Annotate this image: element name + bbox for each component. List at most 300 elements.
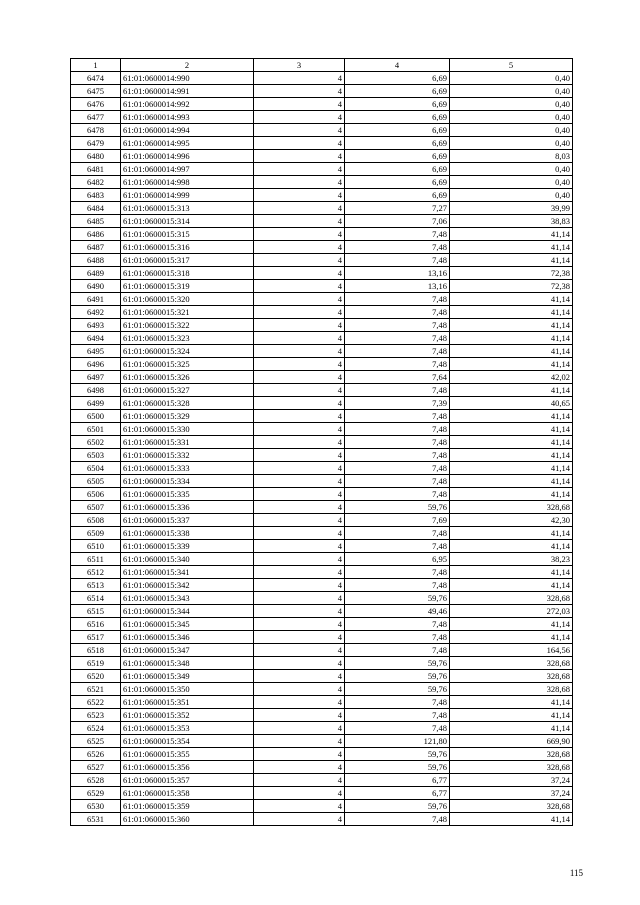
- amount-cell: 328,68: [450, 657, 573, 670]
- value-cell: 7,39: [345, 397, 450, 410]
- cadastral-number-cell: 61:01:0600015:333: [121, 462, 254, 475]
- value-cell: 7,48: [345, 527, 450, 540]
- cadastral-number-cell: 61:01:0600014:993: [121, 111, 254, 124]
- row-number-cell: 6508: [71, 514, 121, 527]
- table-row: [71, 605, 573, 618]
- value-cell: 7,48: [345, 631, 450, 644]
- amount-cell: 41,14: [450, 475, 573, 488]
- table-row: [71, 98, 573, 111]
- cadastral-number-cell: 61:01:0600014:999: [121, 189, 254, 202]
- table-row: [71, 85, 573, 98]
- amount-cell: 41,14: [450, 423, 573, 436]
- row-number-cell: 6529: [71, 787, 121, 800]
- row-number-cell: 6520: [71, 670, 121, 683]
- amount-cell: 41,14: [450, 449, 573, 462]
- count-cell: 4: [254, 670, 345, 683]
- count-cell: 4: [254, 228, 345, 241]
- table-row: [71, 813, 573, 826]
- value-cell: 7,48: [345, 384, 450, 397]
- count-cell: 4: [254, 85, 345, 98]
- cadastral-number-cell: 61:01:0600014:994: [121, 124, 254, 137]
- amount-cell: 41,14: [450, 813, 573, 826]
- row-number-cell: 6509: [71, 527, 121, 540]
- header-cell-2: 2: [121, 59, 254, 72]
- row-number-cell: 6521: [71, 683, 121, 696]
- cadastral-number-cell: 61:01:0600014:992: [121, 98, 254, 111]
- value-cell: 7,48: [345, 475, 450, 488]
- value-cell: 7,48: [345, 488, 450, 501]
- count-cell: 4: [254, 761, 345, 774]
- count-cell: 4: [254, 332, 345, 345]
- value-cell: 7,48: [345, 722, 450, 735]
- row-number-cell: 6497: [71, 371, 121, 384]
- amount-cell: 41,14: [450, 709, 573, 722]
- value-cell: 7,48: [345, 358, 450, 371]
- value-cell: 59,76: [345, 657, 450, 670]
- count-cell: 4: [254, 683, 345, 696]
- cadastral-number-cell: 61:01:0600015:329: [121, 410, 254, 423]
- table-row: [71, 553, 573, 566]
- row-number-cell: 6485: [71, 215, 121, 228]
- cadastral-number-cell: 61:01:0600015:330: [121, 423, 254, 436]
- cadastral-number-cell: 61:01:0600015:327: [121, 384, 254, 397]
- table-row: [71, 631, 573, 644]
- row-number-cell: 6528: [71, 774, 121, 787]
- count-cell: 4: [254, 111, 345, 124]
- table-row: [71, 176, 573, 189]
- count-cell: 4: [254, 488, 345, 501]
- count-cell: 4: [254, 254, 345, 267]
- table-row: [71, 527, 573, 540]
- count-cell: 4: [254, 371, 345, 384]
- count-cell: 4: [254, 462, 345, 475]
- table-row: [71, 540, 573, 553]
- table-row: [71, 72, 573, 85]
- table-row: [71, 774, 573, 787]
- count-cell: 4: [254, 293, 345, 306]
- cadastral-number-cell: 61:01:0600015:355: [121, 748, 254, 761]
- row-number-cell: 6494: [71, 332, 121, 345]
- row-number-cell: 6478: [71, 124, 121, 137]
- value-cell: 7,48: [345, 293, 450, 306]
- count-cell: 4: [254, 800, 345, 813]
- table-row: [71, 215, 573, 228]
- row-number-cell: 6507: [71, 501, 121, 514]
- cadastral-number-cell: 61:01:0600014:991: [121, 85, 254, 98]
- table-row: [71, 462, 573, 475]
- cadastral-number-cell: 61:01:0600015:338: [121, 527, 254, 540]
- cadastral-number-cell: 61:01:0600015:358: [121, 787, 254, 800]
- value-cell: 6,69: [345, 150, 450, 163]
- row-number-cell: 6524: [71, 722, 121, 735]
- table-row: [71, 319, 573, 332]
- cadastral-number-cell: 61:01:0600015:356: [121, 761, 254, 774]
- value-cell: 6,69: [345, 98, 450, 111]
- table-row: [71, 371, 573, 384]
- row-number-cell: 6515: [71, 605, 121, 618]
- count-cell: 4: [254, 410, 345, 423]
- amount-cell: 328,68: [450, 501, 573, 514]
- value-cell: 7,48: [345, 228, 450, 241]
- amount-cell: 41,14: [450, 345, 573, 358]
- cadastral-number-cell: 61:01:0600015:332: [121, 449, 254, 462]
- count-cell: 4: [254, 241, 345, 254]
- table-body: [71, 59, 573, 826]
- count-cell: 4: [254, 501, 345, 514]
- count-cell: 4: [254, 514, 345, 527]
- count-cell: 4: [254, 813, 345, 826]
- value-cell: 7,48: [345, 241, 450, 254]
- table-row: [71, 657, 573, 670]
- table-row: [71, 202, 573, 215]
- row-number-cell: 6476: [71, 98, 121, 111]
- table-row: [71, 384, 573, 397]
- table-row: [71, 228, 573, 241]
- count-cell: 4: [254, 436, 345, 449]
- value-cell: 13,16: [345, 267, 450, 280]
- cadastral-number-cell: 61:01:0600015:314: [121, 215, 254, 228]
- value-cell: 7,64: [345, 371, 450, 384]
- value-cell: 7,06: [345, 215, 450, 228]
- value-cell: 7,48: [345, 579, 450, 592]
- value-cell: 7,48: [345, 410, 450, 423]
- count-cell: 4: [254, 124, 345, 137]
- cadastral-number-cell: 61:01:0600015:357: [121, 774, 254, 787]
- count-cell: 4: [254, 722, 345, 735]
- row-number-cell: 6510: [71, 540, 121, 553]
- table-row: [71, 787, 573, 800]
- cadastral-number-cell: 61:01:0600015:336: [121, 501, 254, 514]
- row-number-cell: 6498: [71, 384, 121, 397]
- value-cell: 6,69: [345, 176, 450, 189]
- count-cell: 4: [254, 397, 345, 410]
- count-cell: 4: [254, 527, 345, 540]
- count-cell: 4: [254, 345, 345, 358]
- amount-cell: 328,68: [450, 748, 573, 761]
- value-cell: 59,76: [345, 683, 450, 696]
- value-cell: 59,76: [345, 501, 450, 514]
- amount-cell: 41,14: [450, 618, 573, 631]
- value-cell: 7,48: [345, 319, 450, 332]
- amount-cell: 39,99: [450, 202, 573, 215]
- cadastral-number-cell: 61:01:0600015:354: [121, 735, 254, 748]
- amount-cell: 8,03: [450, 150, 573, 163]
- row-number-cell: 6530: [71, 800, 121, 813]
- amount-cell: 0,40: [450, 189, 573, 202]
- cadastral-number-cell: 61:01:0600015:341: [121, 566, 254, 579]
- cadastral-number-cell: 61:01:0600015:350: [121, 683, 254, 696]
- count-cell: 4: [254, 449, 345, 462]
- amount-cell: 40,65: [450, 397, 573, 410]
- amount-cell: 41,14: [450, 540, 573, 553]
- row-number-cell: 6492: [71, 306, 121, 319]
- table-row: [71, 800, 573, 813]
- amount-cell: 41,14: [450, 241, 573, 254]
- cadastral-number-cell: 61:01:0600015:352: [121, 709, 254, 722]
- header-cell-4: 4: [345, 59, 450, 72]
- table-row: [71, 501, 573, 514]
- table-row: [71, 124, 573, 137]
- cadastral-number-cell: 61:01:0600015:346: [121, 631, 254, 644]
- count-cell: 4: [254, 644, 345, 657]
- cadastral-number-cell: 61:01:0600015:323: [121, 332, 254, 345]
- header-cell-1: 1: [71, 59, 121, 72]
- row-number-cell: 6503: [71, 449, 121, 462]
- value-cell: 7,48: [345, 566, 450, 579]
- cadastral-number-cell: 61:01:0600015:337: [121, 514, 254, 527]
- row-number-cell: 6501: [71, 423, 121, 436]
- row-number-cell: 6493: [71, 319, 121, 332]
- row-number-cell: 6474: [71, 72, 121, 85]
- count-cell: 4: [254, 306, 345, 319]
- cadastral-number-cell: 61:01:0600015:328: [121, 397, 254, 410]
- table-row: [71, 306, 573, 319]
- row-number-cell: 6505: [71, 475, 121, 488]
- row-number-cell: 6506: [71, 488, 121, 501]
- cadastral-number-cell: 61:01:0600015:316: [121, 241, 254, 254]
- amount-cell: 0,40: [450, 72, 573, 85]
- value-cell: 7,48: [345, 449, 450, 462]
- row-number-cell: 6487: [71, 241, 121, 254]
- table-row: [71, 358, 573, 371]
- value-cell: 7,69: [345, 514, 450, 527]
- data-table: [70, 58, 573, 826]
- page-number: 115: [569, 868, 583, 878]
- row-number-cell: 6519: [71, 657, 121, 670]
- count-cell: 4: [254, 618, 345, 631]
- cadastral-number-cell: 61:01:0600015:321: [121, 306, 254, 319]
- table-row: [71, 423, 573, 436]
- table-row: [71, 683, 573, 696]
- count-cell: 4: [254, 163, 345, 176]
- value-cell: 7,48: [345, 306, 450, 319]
- count-cell: 4: [254, 787, 345, 800]
- row-number-cell: 6482: [71, 176, 121, 189]
- row-number-cell: 6479: [71, 137, 121, 150]
- table-row: [71, 592, 573, 605]
- row-number-cell: 6512: [71, 566, 121, 579]
- table-row: [71, 189, 573, 202]
- value-cell: 6,69: [345, 111, 450, 124]
- cadastral-number-cell: 61:01:0600014:998: [121, 176, 254, 189]
- amount-cell: 328,68: [450, 761, 573, 774]
- table-row: [71, 410, 573, 423]
- cadastral-number-cell: 61:01:0600015:317: [121, 254, 254, 267]
- amount-cell: 272,03: [450, 605, 573, 618]
- table-row: [71, 137, 573, 150]
- value-cell: 6,69: [345, 163, 450, 176]
- value-cell: 7,48: [345, 813, 450, 826]
- table-header-row: [71, 59, 573, 72]
- amount-cell: 41,14: [450, 358, 573, 371]
- table-row: [71, 163, 573, 176]
- table-row: [71, 709, 573, 722]
- value-cell: 7,48: [345, 254, 450, 267]
- amount-cell: 41,14: [450, 410, 573, 423]
- amount-cell: 37,24: [450, 787, 573, 800]
- cadastral-number-cell: 61:01:0600015:340: [121, 553, 254, 566]
- table-row: [71, 618, 573, 631]
- count-cell: 4: [254, 657, 345, 670]
- amount-cell: 328,68: [450, 683, 573, 696]
- amount-cell: 0,40: [450, 85, 573, 98]
- cadastral-number-cell: 61:01:0600015:315: [121, 228, 254, 241]
- table-row: [71, 475, 573, 488]
- cadastral-number-cell: 61:01:0600015:360: [121, 813, 254, 826]
- row-number-cell: 6511: [71, 553, 121, 566]
- cadastral-number-cell: 61:01:0600015:353: [121, 722, 254, 735]
- value-cell: 6,69: [345, 72, 450, 85]
- table-row: [71, 748, 573, 761]
- value-cell: 7,48: [345, 644, 450, 657]
- amount-cell: 328,68: [450, 800, 573, 813]
- count-cell: 4: [254, 709, 345, 722]
- cadastral-number-cell: 61:01:0600015:331: [121, 436, 254, 449]
- amount-cell: 41,14: [450, 527, 573, 540]
- count-cell: 4: [254, 475, 345, 488]
- count-cell: 4: [254, 423, 345, 436]
- cadastral-number-cell: 61:01:0600015:348: [121, 657, 254, 670]
- amount-cell: 42,30: [450, 514, 573, 527]
- count-cell: 4: [254, 735, 345, 748]
- count-cell: 4: [254, 566, 345, 579]
- cadastral-number-cell: 61:01:0600014:997: [121, 163, 254, 176]
- count-cell: 4: [254, 358, 345, 371]
- value-cell: 6,69: [345, 124, 450, 137]
- table-row: [71, 735, 573, 748]
- count-cell: 4: [254, 176, 345, 189]
- cadastral-number-cell: 61:01:0600014:995: [121, 137, 254, 150]
- amount-cell: 0,40: [450, 176, 573, 189]
- count-cell: 4: [254, 319, 345, 332]
- row-number-cell: 6518: [71, 644, 121, 657]
- row-number-cell: 6531: [71, 813, 121, 826]
- cadastral-number-cell: 61:01:0600015:345: [121, 618, 254, 631]
- table-row: [71, 488, 573, 501]
- value-cell: 7,48: [345, 423, 450, 436]
- amount-cell: 72,38: [450, 267, 573, 280]
- amount-cell: 41,14: [450, 306, 573, 319]
- amount-cell: 37,24: [450, 774, 573, 787]
- cadastral-number-cell: 61:01:0600015:349: [121, 670, 254, 683]
- cadastral-number-cell: 61:01:0600015:320: [121, 293, 254, 306]
- amount-cell: 0,40: [450, 137, 573, 150]
- cadastral-number-cell: 61:01:0600015:347: [121, 644, 254, 657]
- amount-cell: 0,40: [450, 124, 573, 137]
- count-cell: 4: [254, 137, 345, 150]
- table-row: [71, 761, 573, 774]
- count-cell: 4: [254, 215, 345, 228]
- value-cell: 7,48: [345, 540, 450, 553]
- count-cell: 4: [254, 267, 345, 280]
- row-number-cell: 6475: [71, 85, 121, 98]
- count-cell: 4: [254, 280, 345, 293]
- value-cell: 6,95: [345, 553, 450, 566]
- cadastral-number-cell: 61:01:0600015:342: [121, 579, 254, 592]
- row-number-cell: 6500: [71, 410, 121, 423]
- amount-cell: 41,14: [450, 579, 573, 592]
- row-number-cell: 6491: [71, 293, 121, 306]
- header-cell-5: 5: [450, 59, 573, 72]
- count-cell: 4: [254, 98, 345, 111]
- table-row: [71, 397, 573, 410]
- count-cell: 4: [254, 202, 345, 215]
- table-row: [71, 293, 573, 306]
- cadastral-number-cell: 61:01:0600015:335: [121, 488, 254, 501]
- row-number-cell: 6495: [71, 345, 121, 358]
- amount-cell: 0,40: [450, 111, 573, 124]
- table-row: [71, 696, 573, 709]
- amount-cell: 41,14: [450, 722, 573, 735]
- cadastral-number-cell: 61:01:0600015:334: [121, 475, 254, 488]
- value-cell: 6,69: [345, 137, 450, 150]
- value-cell: 6,77: [345, 774, 450, 787]
- amount-cell: 38,83: [450, 215, 573, 228]
- table-row: [71, 345, 573, 358]
- value-cell: 121,80: [345, 735, 450, 748]
- amount-cell: 41,14: [450, 566, 573, 579]
- amount-cell: 41,14: [450, 436, 573, 449]
- row-number-cell: 6502: [71, 436, 121, 449]
- cadastral-number-cell: 61:01:0600015:344: [121, 605, 254, 618]
- row-number-cell: 6477: [71, 111, 121, 124]
- table-row: [71, 241, 573, 254]
- row-number-cell: 6514: [71, 592, 121, 605]
- amount-cell: 41,14: [450, 384, 573, 397]
- row-number-cell: 6481: [71, 163, 121, 176]
- row-number-cell: 6516: [71, 618, 121, 631]
- cadastral-number-cell: 61:01:0600015:351: [121, 696, 254, 709]
- cadastral-number-cell: 61:01:0600015:343: [121, 592, 254, 605]
- count-cell: 4: [254, 150, 345, 163]
- cadastral-number-cell: 61:01:0600015:318: [121, 267, 254, 280]
- count-cell: 4: [254, 605, 345, 618]
- value-cell: 7,48: [345, 345, 450, 358]
- value-cell: 7,48: [345, 618, 450, 631]
- row-number-cell: 6490: [71, 280, 121, 293]
- table-row: [71, 436, 573, 449]
- amount-cell: 41,14: [450, 293, 573, 306]
- table-row: [71, 150, 573, 163]
- count-cell: 4: [254, 72, 345, 85]
- amount-cell: 41,14: [450, 631, 573, 644]
- row-number-cell: 6525: [71, 735, 121, 748]
- table-row: [71, 449, 573, 462]
- amount-cell: 41,14: [450, 319, 573, 332]
- value-cell: 59,76: [345, 670, 450, 683]
- amount-cell: 41,14: [450, 696, 573, 709]
- value-cell: 7,48: [345, 709, 450, 722]
- count-cell: 4: [254, 748, 345, 761]
- value-cell: 13,16: [345, 280, 450, 293]
- amount-cell: 328,68: [450, 670, 573, 683]
- row-number-cell: 6527: [71, 761, 121, 774]
- count-cell: 4: [254, 579, 345, 592]
- cadastral-number-cell: 61:01:0600015:359: [121, 800, 254, 813]
- cadastral-number-cell: 61:01:0600015:313: [121, 202, 254, 215]
- amount-cell: 41,14: [450, 462, 573, 475]
- count-cell: 4: [254, 696, 345, 709]
- row-number-cell: 6522: [71, 696, 121, 709]
- row-number-cell: 6489: [71, 267, 121, 280]
- amount-cell: 0,40: [450, 163, 573, 176]
- amount-cell: 38,23: [450, 553, 573, 566]
- amount-cell: 41,14: [450, 254, 573, 267]
- header-cell-3: 3: [254, 59, 345, 72]
- row-number-cell: 6496: [71, 358, 121, 371]
- value-cell: 6,69: [345, 189, 450, 202]
- count-cell: 4: [254, 592, 345, 605]
